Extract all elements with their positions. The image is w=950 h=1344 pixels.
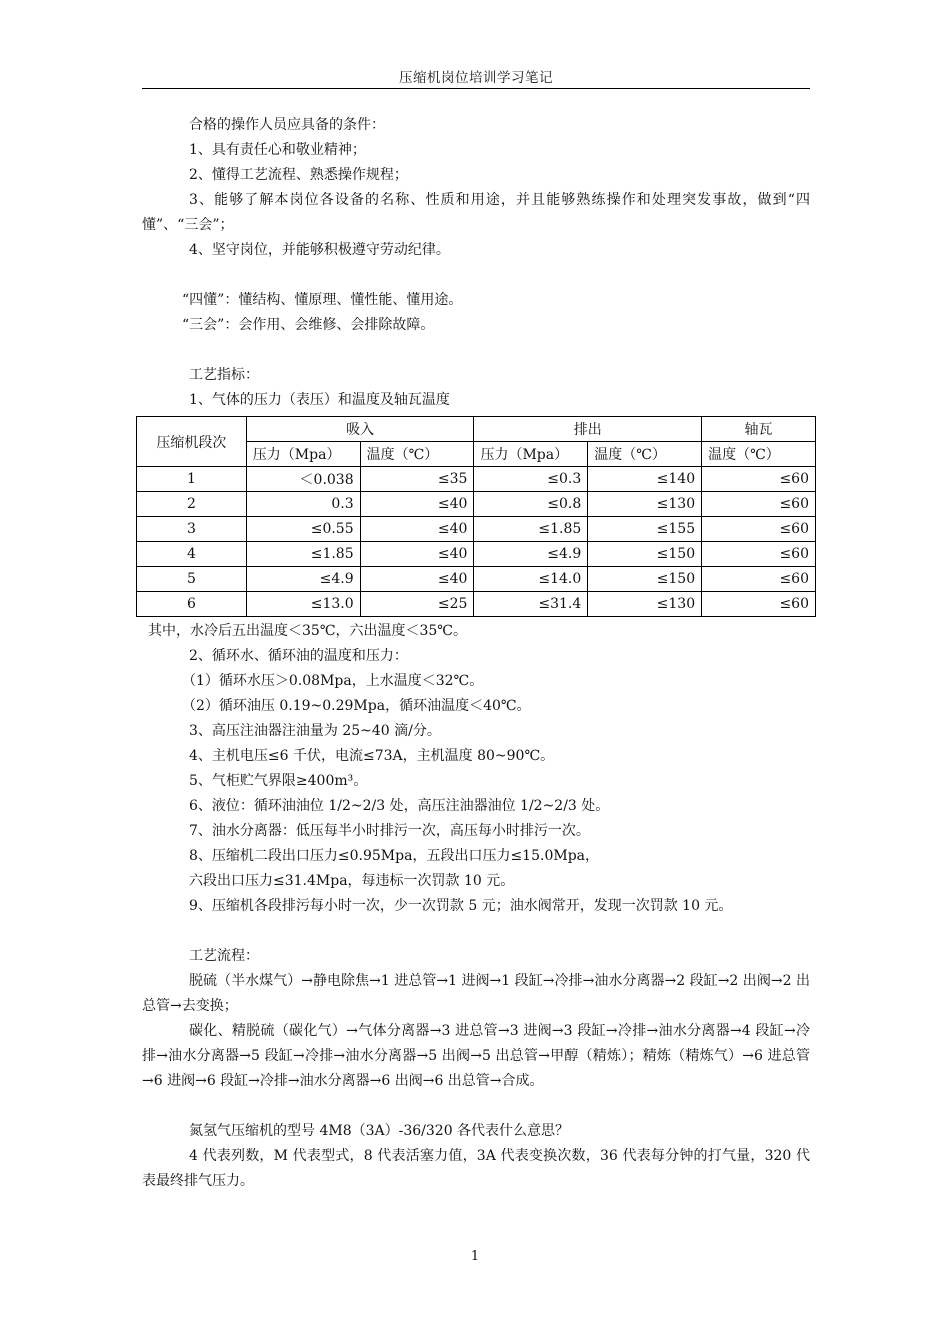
suction-pressure-cell: ＜0.038 [246, 467, 360, 492]
process-index-line: 5、气柜贮气界限≥400m³。 [189, 773, 368, 789]
bearing-temp-cell: ≤60 [702, 492, 816, 517]
discharge-pressure-cell: ≤4.9 [474, 542, 588, 567]
discharge-pressure-cell: ≤31.4 [474, 592, 588, 617]
suction-pressure-cell: ≤13.0 [246, 592, 360, 617]
discharge-temp-cell: ≤130 [588, 492, 702, 517]
process-index-line: 6、液位：循环油油位 1/2~2/3 处，高压注油器油位 1/2~2/3 处。 [189, 798, 610, 814]
stage-cell: 5 [137, 567, 247, 592]
spacer [142, 338, 810, 363]
discharge-temp-cell: ≤140 [588, 467, 702, 492]
discharge-pressure-cell: ≤0.8 [474, 492, 588, 517]
suction-pressure-cell: ≤0.55 [246, 517, 360, 542]
requirement-item: 1、具有责任心和敬业精神； [189, 142, 366, 158]
suction-temp-cell: ≤35 [360, 467, 474, 492]
suction-temp-cell: ≤25 [360, 592, 474, 617]
table-note: 其中，水冷后五出温度＜35℃，六出温度＜35℃。 [148, 623, 467, 639]
page-number: 1 [470, 1249, 480, 1264]
bearing-temp-cell: ≤60 [702, 467, 816, 492]
table-row [137, 467, 816, 492]
bearing-temp-cell: ≤60 [702, 592, 816, 617]
suction-temp-cell: ≤40 [360, 567, 474, 592]
discharge-temp-cell: ≤150 [588, 542, 702, 567]
discharge-group-header: 排出 [474, 417, 702, 442]
process-index-line: 3、高压注油器注油量为 25~40 滴/分。 [189, 723, 441, 739]
spacer [142, 263, 810, 288]
discharge-temp-cell: ≤130 [588, 592, 702, 617]
process-index-heading: 工艺指标： [189, 367, 259, 383]
header-divider [142, 88, 810, 89]
discharge-temp-header: 温度（℃） [588, 442, 702, 467]
requirement-item: 2、懂得工艺流程、熟悉操作规程； [189, 167, 408, 183]
stage-cell: 2 [137, 492, 247, 517]
process-index-line: 9、压缩机各段排污每小时一次，少一次罚款 5 元；油水阀常开，发现一次罚款 10 元。 [189, 898, 733, 914]
process-index-line: （1）循环水压＞0.08Mpa，上水温度＜32℃。 [182, 673, 484, 689]
table-row [137, 542, 816, 567]
stage-cell: 1 [137, 467, 247, 492]
process-flow-paragraph: 脱硫（半水煤气）→静电除焦→1 进总管→1 进阀→1 段缸→冷排→油水分离器→2 段缸→2 出阀→2 出总管→去变换； [142, 973, 810, 1014]
bearing-group-header: 轴瓦 [702, 417, 816, 442]
process-flow-paragraph: 碳化、精脱硫（碳化气）→气体分离器→3 进总管→3 进阀→3 段缸→冷排→油水分离器→4 段缸→冷排→油水分离器→5 段缸→冷排→油水分离器→5 出阀→5 出总管→甲醇（精炼）；精炼（精炼气）→6 进总管→6 进阀→6 段缸→冷排→油水分离器→6 出阀→6 出总管→合成。 [142, 1023, 810, 1089]
stage-column-header: 压缩机段次 [137, 417, 247, 467]
definition-four-understand: “四懂”：懂结构、懂原理、懂性能、懂用途。 [182, 292, 463, 308]
document-body [142, 113, 810, 1194]
process-index-line: （2）循环油压 0.19~0.29Mpa，循环油温度＜40℃。 [182, 698, 531, 714]
stage-cell: 3 [137, 517, 247, 542]
discharge-temp-cell: ≤150 [588, 567, 702, 592]
process-index-item-1: 1、气体的压力（表压）和温度及轴瓦温度 [189, 392, 450, 408]
pressure-temperature-table [136, 416, 816, 617]
table-row [137, 492, 816, 517]
bearing-temp-header: 温度（℃） [702, 442, 816, 467]
process-index-line: 2、循环水、循环油的温度和压力： [189, 648, 408, 664]
table-header-row [137, 417, 816, 442]
suction-temp-cell: ≤40 [360, 492, 474, 517]
spacer [142, 919, 810, 944]
requirements-heading: 合格的操作人员应具备的条件： [189, 117, 385, 133]
suction-pressure-cell: ≤1.85 [246, 542, 360, 567]
process-index-line: 六段出口压力≤31.4Mpa，每违标一次罚款 10 元。 [189, 873, 515, 889]
spacer [142, 1094, 810, 1119]
discharge-pressure-cell: ≤1.85 [474, 517, 588, 542]
suction-group-header: 吸入 [246, 417, 474, 442]
model-answer: 4 代表列数，M 代表型式，8 代表活塞力值，3A 代表变换次数，36 代表每分钟的打气量，320 代表最终排气压力。 [142, 1148, 810, 1189]
suction-pressure-cell: ≤4.9 [246, 567, 360, 592]
requirement-item: 3、能够了解本岗位各设备的名称、性质和用途，并且能够熟练操作和处理突发事故，做到“四懂”、“三会”； [142, 192, 810, 233]
process-index-line: 7、油水分离器：低压每半小时排污一次，高压每小时排污一次。 [189, 823, 590, 839]
page-header: 压缩机岗位培训学习笔记 [399, 70, 553, 86]
stage-cell: 4 [137, 542, 247, 567]
table-row [137, 517, 816, 542]
table-row [137, 592, 816, 617]
bearing-temp-cell: ≤60 [702, 517, 816, 542]
model-question: 氮氢气压缩机的型号 4M8（3A）-36/320 各代表什么意思？ [189, 1123, 570, 1139]
discharge-pressure-cell: ≤0.3 [474, 467, 588, 492]
table-row [137, 567, 816, 592]
requirement-item: 4、坚守岗位，并能够积极遵守劳动纪律。 [189, 242, 450, 258]
discharge-pressure-header: 压力（Mpa） [474, 442, 588, 467]
discharge-temp-cell: ≤155 [588, 517, 702, 542]
suction-temp-cell: ≤40 [360, 517, 474, 542]
suction-temp-cell: ≤40 [360, 542, 474, 567]
bearing-temp-cell: ≤60 [702, 567, 816, 592]
suction-pressure-header: 压力（Mpa） [246, 442, 360, 467]
suction-temp-header: 温度（℃） [360, 442, 474, 467]
process-index-line: 8、压缩机二段出口压力≤0.95Mpa，五段出口压力≤15.0Mpa， [189, 848, 599, 864]
bearing-temp-cell: ≤60 [702, 542, 816, 567]
process-index-line: 4、主机电压≤6 千伏，电流≤73A，主机温度 80~90℃。 [189, 748, 555, 764]
process-flow-heading: 工艺流程： [189, 948, 259, 964]
definition-three-can: “三会”：会作用、会维修、会排除故障。 [182, 317, 435, 333]
discharge-pressure-cell: ≤14.0 [474, 567, 588, 592]
stage-cell: 6 [137, 592, 247, 617]
suction-pressure-cell: 0.3 [246, 492, 360, 517]
